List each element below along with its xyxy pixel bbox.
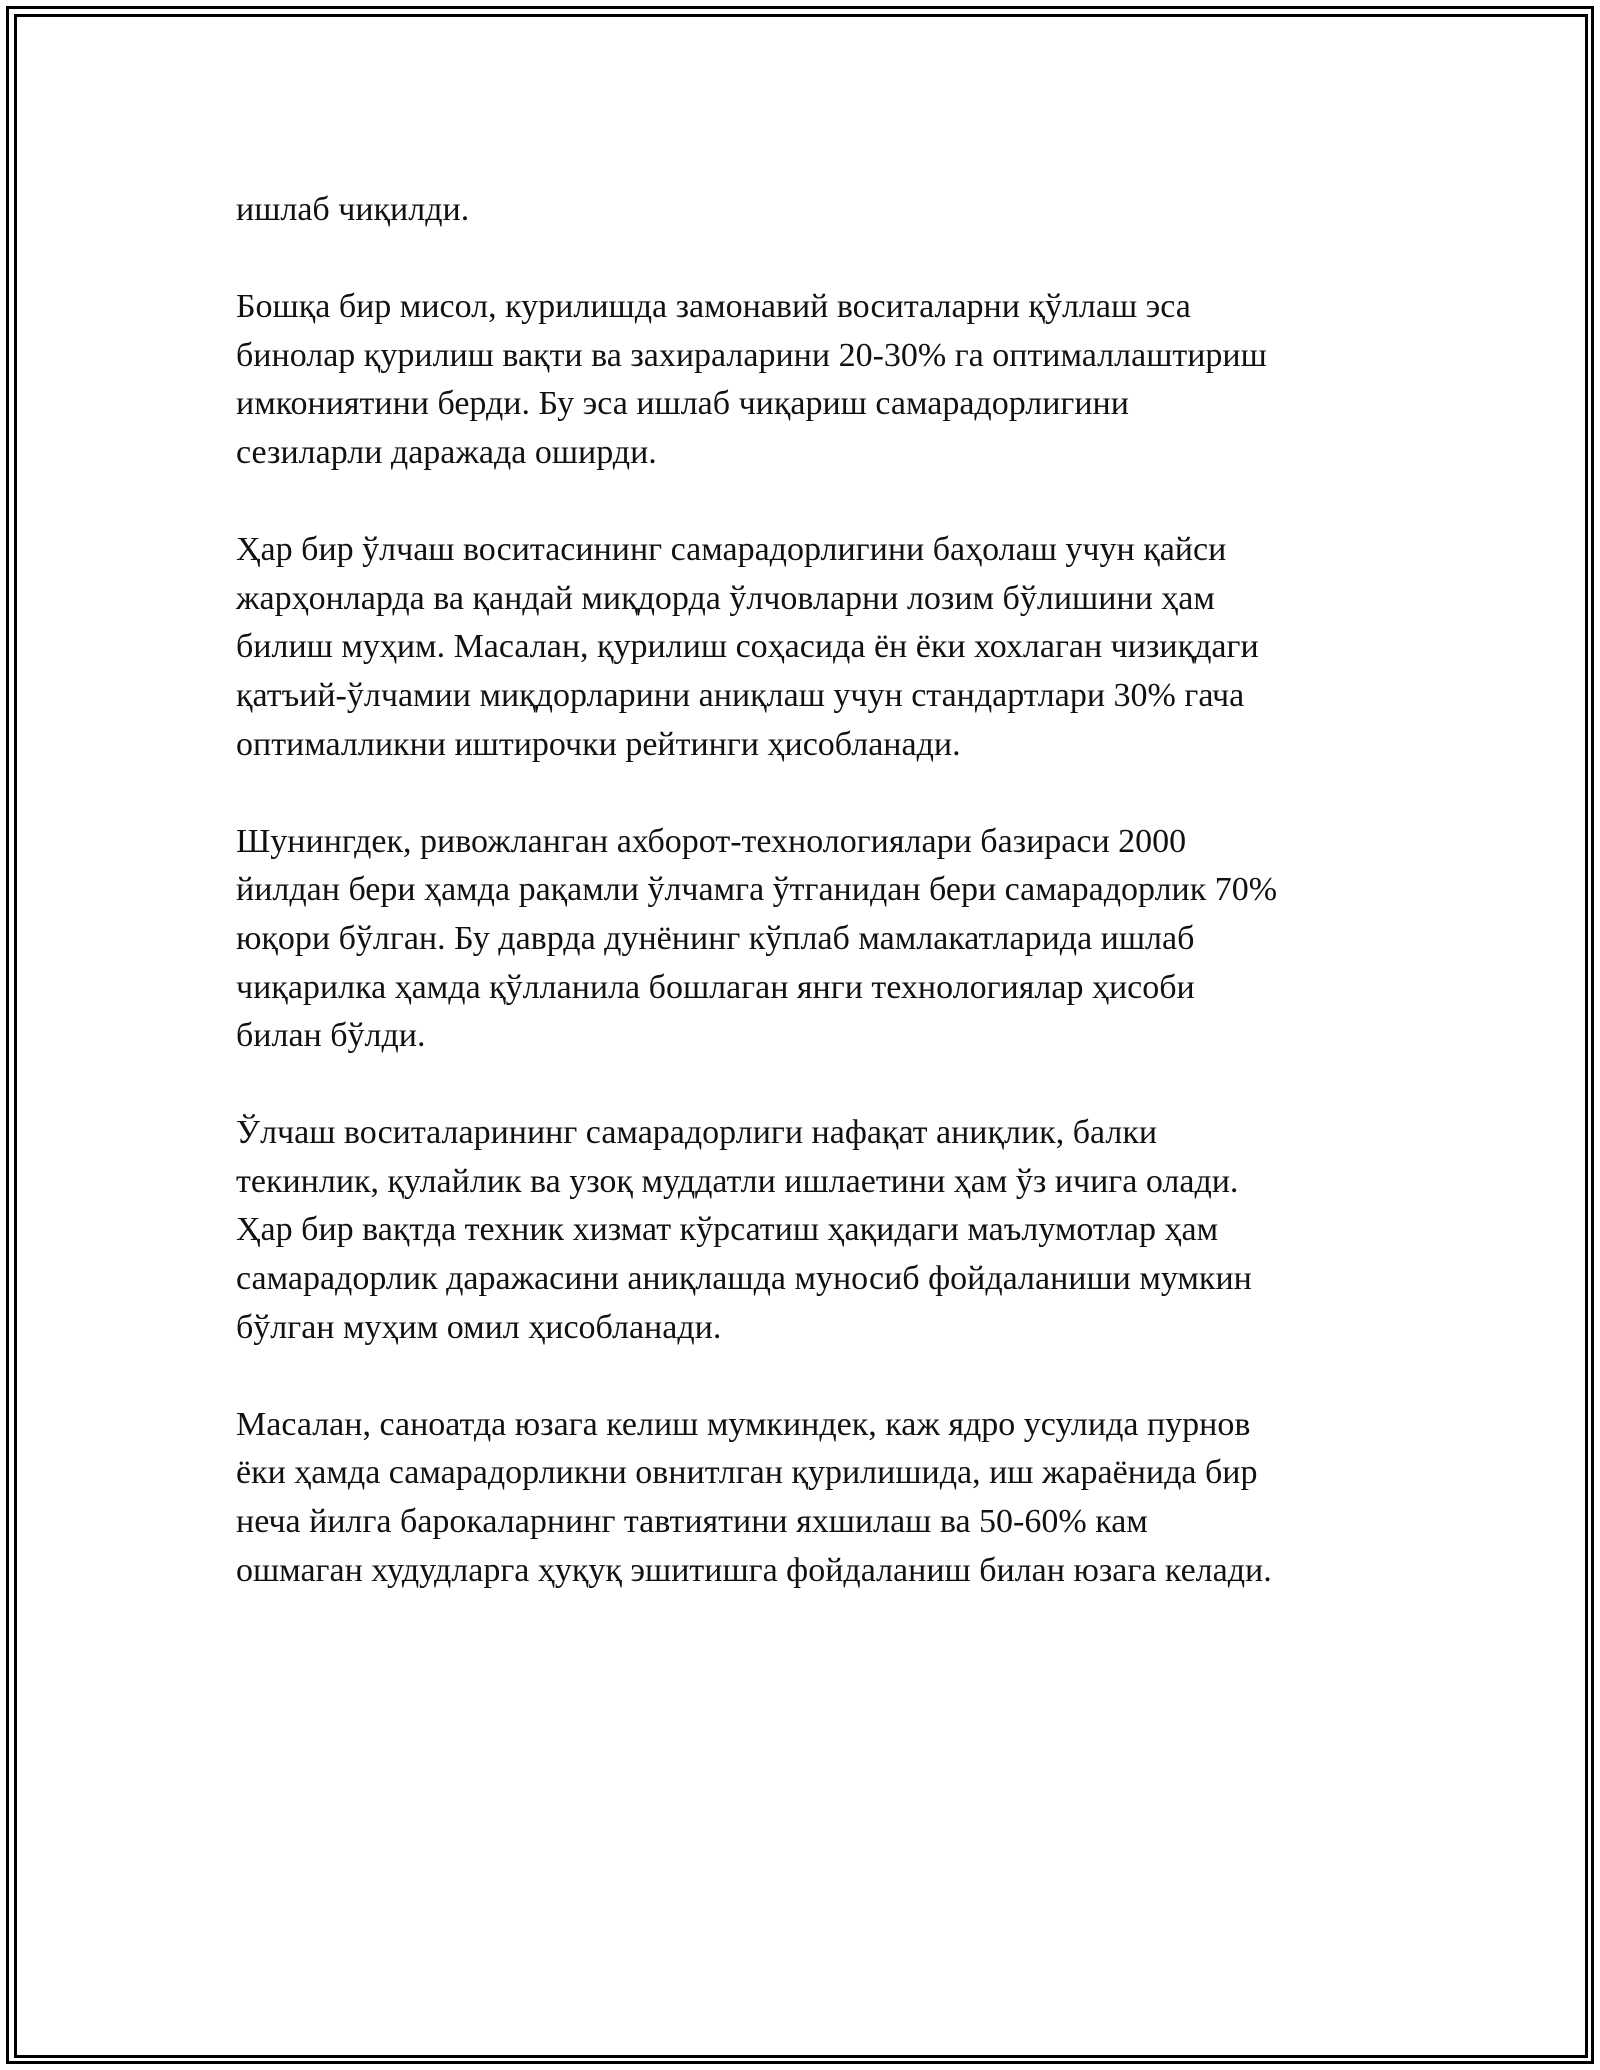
text-line: ошмаган худудларга ҳуқуқ эшитишга фойдаланиш билан юзага келади.	[236, 1551, 1272, 1589]
text-line: Ҳар бир вақтда техник хизмат кўрсатиш ҳақидаги маълумотлар ҳам	[236, 1211, 1219, 1249]
text-line: текинлик, қулайлик ва узоқ муддатли ишлаетини ҳам ўз ичига олади.	[236, 1162, 1239, 1200]
text-line: Шунингдек, ривожланган ахборот-технологиялари базираси 2000	[236, 822, 1187, 860]
text-line: чиқарилка ҳамда қўлланила бошлаган янги технологиялар ҳисоби	[236, 968, 1195, 1006]
text-line: юқори бўлган. Бу даврда дунёнинг кўплаб мамлакатларида ишлаб	[236, 919, 1195, 957]
paragraph-6	[236, 1401, 1416, 1595]
text-line: билан бўлди.	[236, 1017, 426, 1055]
paragraph-3	[236, 526, 1416, 769]
text-line: қатъий-ўлчамии миқдорларини аниқлаш учун стандартлари 30% гача	[236, 676, 1245, 714]
text-line: Масалан, саноатда юзага келиш мумкиндек, каж ядро усулида пурнов	[236, 1405, 1251, 1443]
paragraph-5	[236, 1109, 1416, 1352]
text-line: имкониятини берди. Бу эса ишлаб чиқариш самарадорлигини	[236, 385, 1129, 423]
document-body	[236, 186, 1416, 1644]
text-line: Бошқа бир мисол, курилишда замонавий воситаларни қўллаш эса	[236, 288, 1191, 326]
text-line: ёки ҳамда самарадорликни овнитлган қурилишида, иш жараёнида бир	[236, 1454, 1258, 1492]
paragraph-4	[236, 818, 1416, 1061]
text-line: оптималликни иштирочки рейтинги ҳисобланади.	[236, 725, 961, 763]
text-line: ишлаб чиқилди.	[236, 191, 470, 228]
text-line: Ўлчаш воситаларининг самарадорлиги нафақат аниқлик, балки	[236, 1114, 1158, 1152]
text-line: неча йилга барокаларнинг тавтиятини яхшилаш ва 50-60% кам	[236, 1503, 1148, 1541]
text-line: сезиларли даражада оширди.	[236, 433, 657, 471]
text-line: Ҳар бир ўлчаш воситасининг самарадорлигини баҳолаш учун қайси	[236, 531, 1227, 569]
text-line: билиш муҳим. Масалан, қурилиш соҳасида ён ёки хохлаган чизиқдаги	[236, 628, 1259, 666]
text-line: самарадорлик даражасини аниқлашда муносиб фойдаланиши мумкин	[236, 1260, 1252, 1298]
text-line: йилдан бери ҳамда рақамли ўлчамга ўтганидан бери самарадорлик 70%	[236, 871, 1278, 909]
paragraph-1	[236, 186, 1416, 235]
text-line: бўлган муҳим омил ҳисобланади.	[236, 1308, 722, 1346]
text-line: жарҳонларда ва қандай миқдорда ўлчовларни лозим бўлишини ҳам	[236, 579, 1215, 617]
text-line: бинолар қурилиш вақти ва захираларини 20-30% га оптималлаштириш	[236, 336, 1267, 374]
paragraph-2	[236, 283, 1416, 477]
